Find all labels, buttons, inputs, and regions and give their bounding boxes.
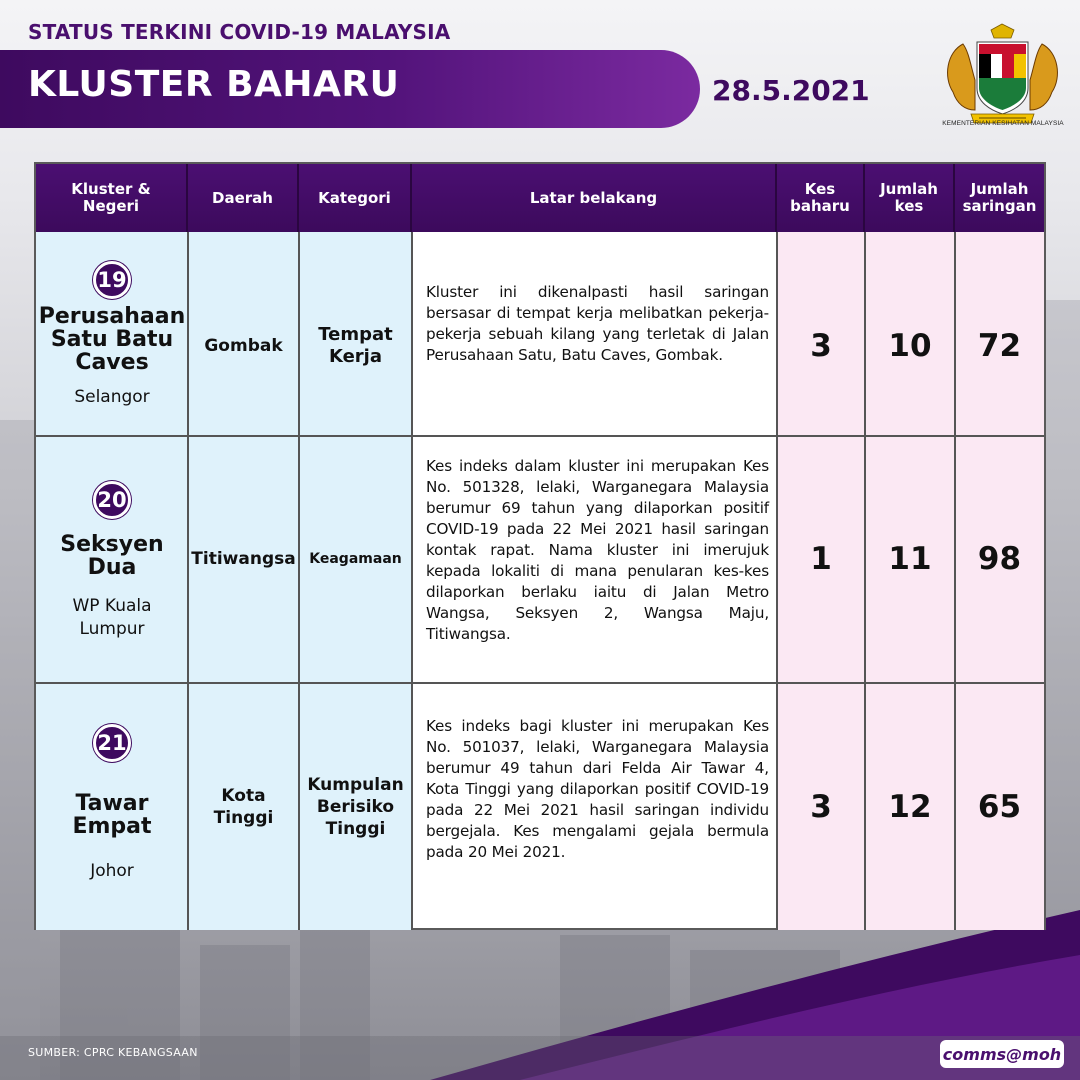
cluster-state: Johor: [90, 860, 134, 881]
district-cell: [188, 684, 299, 930]
cluster-number-badge: 20: [93, 481, 131, 519]
cluster-state: WP Kuala Lumpur: [72, 596, 152, 639]
cluster-name: Perusahaan Satu Batu Caves: [38, 304, 186, 375]
total-cases-cell: [865, 684, 955, 930]
source-note: SUMBER: CPRC KEBANGSAAN: [28, 1046, 198, 1059]
district-text: Titiwangsa: [191, 549, 296, 569]
column-header-district: Daerah: [188, 164, 299, 232]
column-header-background: Latar belakang: [412, 164, 777, 232]
category-text: Keagamaan: [309, 551, 402, 567]
total-screening-value: 65: [977, 789, 1022, 825]
column-header-cluster: Kluster & Negeri: [36, 164, 188, 232]
coat-of-arms-logo: [935, 22, 1070, 132]
total-cases-cell: [865, 234, 955, 458]
new-cases-cell: [777, 234, 865, 458]
new-cases-value: 3: [810, 789, 832, 825]
column-divider: [298, 232, 300, 930]
column-divider: [954, 232, 956, 930]
category-cell: [299, 436, 412, 682]
total-screening-value: 98: [977, 541, 1022, 577]
title-banner: [0, 50, 700, 128]
total-cases-value: 10: [888, 328, 932, 364]
new-cases-value: 1: [810, 541, 832, 577]
brand-badge: [940, 1040, 1064, 1068]
table-row-cluster-cell: [36, 688, 188, 918]
cluster-number-badge: 19: [93, 261, 131, 299]
column-header-new-cases: Kes baharu: [777, 164, 865, 232]
category-text: Kumpulan Berisiko Tinggi: [307, 775, 404, 839]
cluster-name: Seksyen Dua: [60, 532, 164, 580]
report-date: 28.5.2021: [712, 74, 870, 107]
cluster-table: [34, 162, 1046, 930]
category-cell: [299, 234, 412, 458]
column-divider: [864, 232, 866, 930]
new-cases-cell: [777, 684, 865, 930]
district-text: Gombak: [204, 336, 283, 356]
column-header-total-screening: Jumlah saringan: [962, 180, 1037, 215]
column-divider: [411, 232, 413, 930]
district-cell: [188, 436, 299, 682]
new-cases-value: 3: [810, 328, 832, 364]
column-divider: [776, 232, 778, 930]
table-header-row: [36, 164, 1044, 232]
district-cell: [188, 234, 299, 458]
category-text: Tempat Kerja: [318, 324, 393, 367]
total-cases-value: 12: [888, 789, 932, 825]
total-screening-value: 72: [977, 328, 1022, 364]
row-divider: [36, 435, 1044, 437]
table-row-cluster-cell: [36, 460, 188, 662]
district-text: Kota Tinggi: [213, 786, 274, 828]
total-cases-cell: [865, 436, 955, 682]
background-text: Kluster ini dikenalpasti hasil saringan bersasar di tempat kerja melibatkan pekerja-pekerja sebuah kilang yang terletak di Jalan Perusahaan Satu, Batu Caves, Gombak.: [426, 283, 769, 364]
total-cases-value: 11: [888, 541, 932, 577]
row-divider: [36, 682, 1044, 684]
background-text: Kes indeks bagi kluster ini merupakan Kes No. 501037, lelaki, Warganegara Malaysia berumur 49 tahun dari Felda Air Tawar 4, Kota Tinggi yang dilaporkan positif COVID-19 pada 22 Mei 2021 hasil saringan individu bergejala. Kes mengalami gejala bermula pada 20 Mei 2021.: [426, 717, 769, 861]
cluster-name: Tawar Empat: [72, 790, 152, 839]
cluster-state: Selangor: [74, 387, 150, 407]
brand-text: comms@moh: [942, 1044, 1062, 1064]
page-title: KLUSTER BAHARU: [28, 64, 400, 105]
background-text: Kes indeks dalam kluster ini merupakan Kes No. 501328, lelaki, Warganegara Malaysia berumur 69 tahun yang dilaporkan positif COVID-19 pada 22 Mei 2021 hasil saringan kontak rapat. Nama kluster ini imerujuk kepada lokaliti di mana penularan kes-kes dilaporkan berlaku iaitu di Jalan Metro Wangsa, Seksyen 2, Wangsa Maju, Titiwangsa.: [426, 457, 769, 643]
table-row-cluster-cell: [36, 234, 188, 436]
column-divider: [187, 232, 189, 930]
column-header-total-cases: Jumlah kes: [865, 164, 955, 232]
total-screening-cell: [955, 684, 1044, 930]
cluster-number-badge: 21: [93, 724, 131, 762]
new-cases-cell: [777, 436, 865, 682]
total-screening-cell: [955, 436, 1044, 682]
category-cell: [299, 684, 412, 930]
logo-caption: KEMENTERIAN KESIHATAN MALAYSIA: [942, 120, 1064, 127]
total-screening-cell: [955, 234, 1044, 458]
page-subtitle: STATUS TERKINI COVID-19 MALAYSIA: [28, 20, 451, 44]
column-header-category: Kategori: [299, 164, 412, 232]
